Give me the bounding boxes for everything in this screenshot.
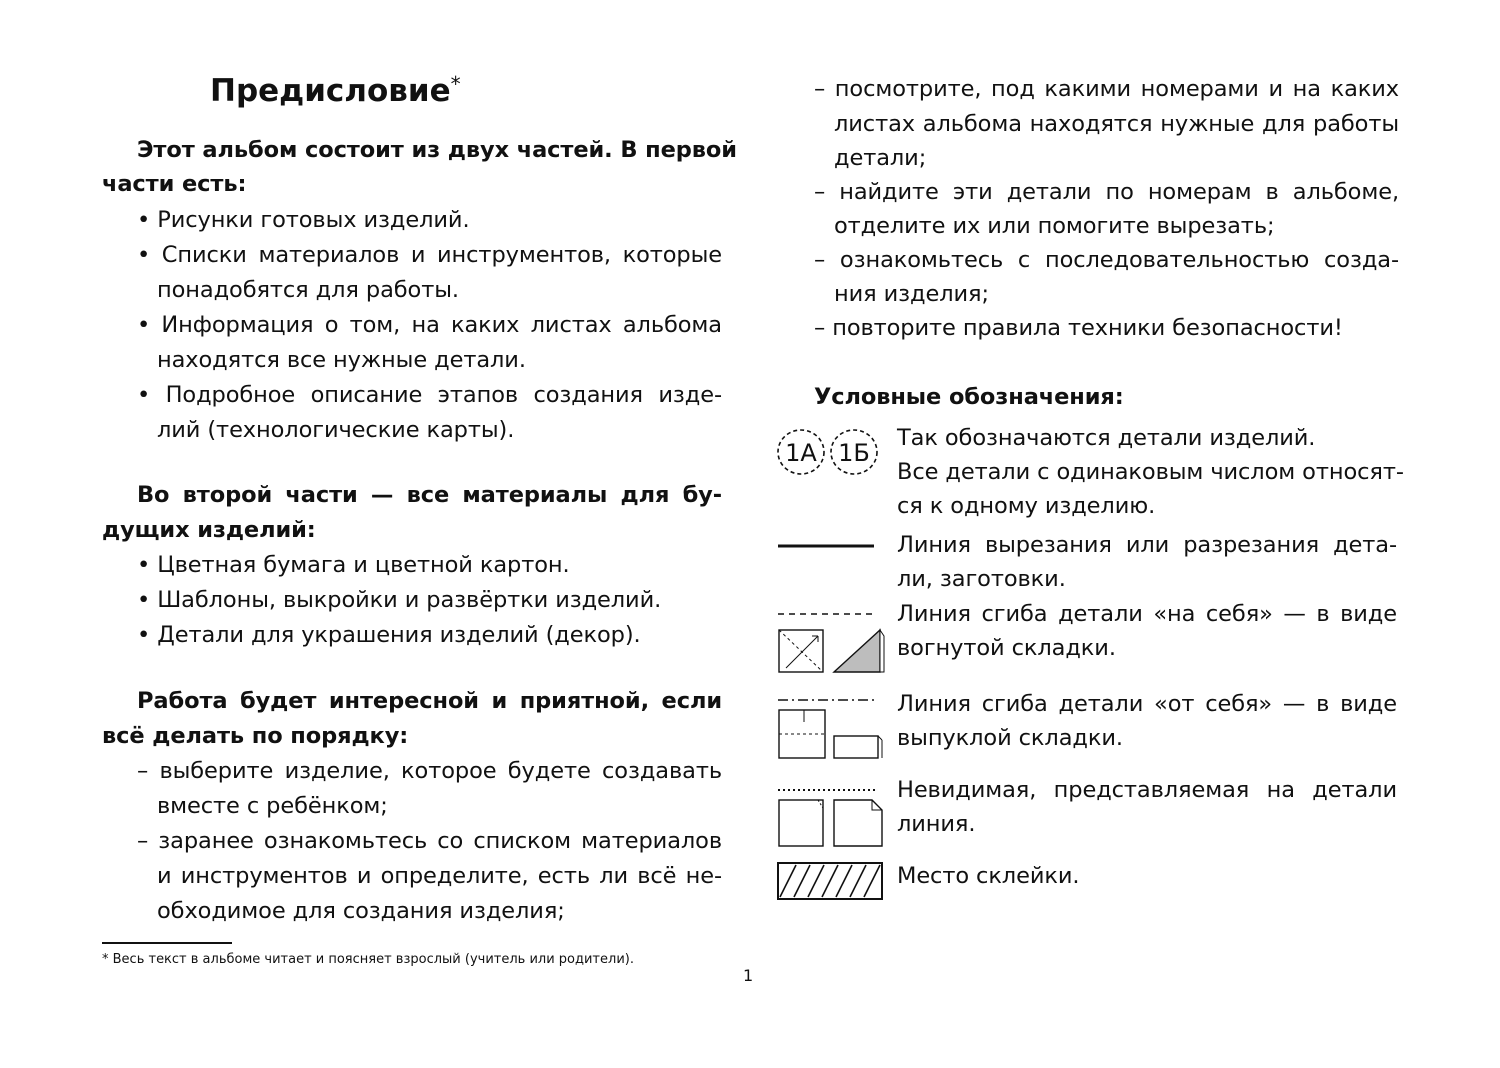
- legend-text: вогнутой складки.: [897, 635, 1116, 661]
- badge-label: 1Б: [838, 439, 870, 467]
- step-item: – выберите изделие, которое будете создавать: [137, 758, 722, 784]
- legend-text: Так обозначаются детали изделий.: [897, 425, 1316, 451]
- legend-text: Место склейки.: [897, 863, 1080, 889]
- page-title: Предисловие*: [210, 72, 461, 109]
- invisible-line-icon: [776, 784, 886, 850]
- step-item: листах альбома находятся нужные для работы: [834, 111, 1399, 137]
- legend-text: ли, заготовки.: [897, 566, 1066, 592]
- step-item: – заранее ознакомьтесь со списком материалов: [137, 828, 722, 854]
- legend-text: Линия сгиба детали «на себя» — в виде: [897, 601, 1397, 627]
- step-item: детали;: [834, 145, 927, 171]
- step-item: – ознакомьтесь с последовательностью созда-: [814, 247, 1399, 273]
- legend-text: линия.: [897, 811, 976, 837]
- part2-line: Во второй части — все материалы для бу-: [137, 482, 722, 508]
- step-item: вместе с ребёнком;: [157, 793, 388, 819]
- list-item: • Информация о том, на каких листах альбома: [137, 312, 722, 338]
- step-item: обходимое для создания изделия;: [157, 898, 565, 924]
- list-item: • Списки материалов и инструментов, которые: [137, 242, 722, 268]
- legend-text: Линия вырезания или разрезания дета-: [897, 532, 1397, 558]
- part2-line: дущих изделий:: [102, 517, 316, 543]
- badge-label: 1А: [785, 439, 817, 467]
- intro-line: Этот альбом состоит из двух частей. В первой: [137, 137, 737, 163]
- step-item: ния изделия;: [834, 281, 989, 307]
- list-item: лий (технологические карты).: [157, 417, 515, 443]
- list-item: • Рисунки готовых изделий.: [137, 207, 470, 233]
- part-number-badges-icon: [774, 426, 884, 478]
- valley-fold-icon: [776, 606, 886, 676]
- glue-area-icon: [776, 860, 886, 902]
- footnote-rule: [102, 942, 232, 944]
- legend-text: Невидимая, представляемая на детали: [897, 777, 1397, 803]
- legend-text: Все детали с одинаковым числом относят-: [897, 459, 1404, 485]
- step-item: отделите их или помогите вырезать;: [834, 213, 1275, 239]
- step-item: – посмотрите, под какими номерами и на каких: [814, 76, 1399, 102]
- list-item: • Шаблоны, выкройки и развёртки изделий.: [137, 587, 662, 613]
- order-line: всё делать по порядку:: [102, 723, 409, 749]
- list-item: понадобятся для работы.: [157, 277, 459, 303]
- legend-text: Линия сгиба детали «от себя» — в виде: [897, 691, 1397, 717]
- footnote: * Весь текст в альбоме читает и поясняет взрослый (учитель или родители).: [102, 952, 634, 967]
- legend-text: выпуклой складки.: [897, 725, 1123, 751]
- legend-text: ся к одному изделию.: [897, 493, 1156, 519]
- step-item: и инструментов и определите, есть ли всё не-: [157, 863, 722, 889]
- cut-line-icon: [778, 540, 878, 552]
- page-number: 1: [743, 966, 754, 985]
- list-item: • Подробное описание этапов создания изде-: [137, 382, 722, 408]
- intro-line: части есть:: [102, 171, 247, 197]
- legend-title: Условные обозначения:: [814, 384, 1124, 410]
- step-item: – найдите эти детали по номерам в альбоме,: [814, 179, 1399, 205]
- list-item: находятся все нужные детали.: [157, 347, 526, 373]
- order-line: Работа будет интересной и приятной, если: [137, 688, 722, 714]
- step-item: – повторите правила техники безопасности!: [814, 315, 1343, 341]
- list-item: • Цветная бумага и цветной картон.: [137, 552, 570, 578]
- list-item: • Детали для украшения изделий (декор).: [137, 622, 641, 648]
- mountain-fold-icon: [776, 692, 886, 762]
